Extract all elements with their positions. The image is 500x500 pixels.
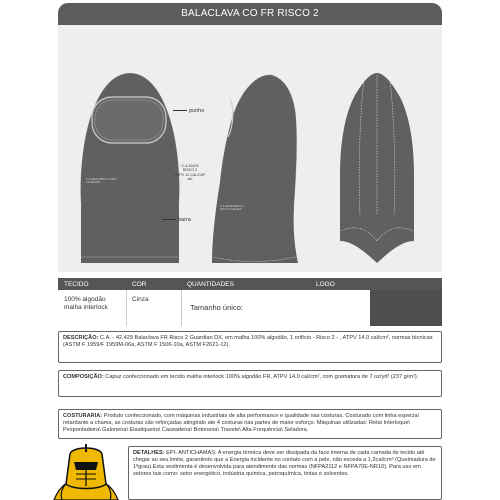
header-cor: COR — [132, 280, 147, 288]
costuraria-box — [58, 409, 442, 439]
balaclava-side-view — [208, 67, 303, 267]
balaclava-front-view — [75, 65, 185, 265]
costuraria-title: COSTURARIA: — [63, 413, 103, 419]
certification-label: C.A.42429 RISCO 2 ATPV 14 CAL/CM² s/b — [175, 164, 205, 182]
composicao-box — [58, 370, 442, 397]
detalhes-box — [128, 446, 442, 500]
side-tag: C.A.42429 RISCO 2 ATPV 14 CAL/CM² — [220, 205, 244, 211]
detalhes-title: DETALHES: — [133, 450, 165, 456]
header-quantidades: QUANTIDADES — [187, 280, 234, 288]
header-logo: LOGO — [316, 280, 335, 288]
cell-quantidades: Tamanho único: — [190, 303, 243, 312]
detalhes-text: EPI- ANTICHAMAS: A energia térmica deve ser dissipada da face interna de cada camada de tecido até chegar ao seu limite, garantindo que a Energia incidente no contato com a pele, não exceda a 1,2cal/cm² (Queimadura de 1ºgrau).Esta vestimenta é desenvolvida para atendimento das normas (NFPA2112 e NFPA70E-NR10). Para uso em setores tais como: setor energético, indústria química, petroquímica, tintas e solventes. — [133, 450, 436, 478]
callout-barra: barra — [162, 218, 191, 224]
product-figure — [58, 25, 442, 272]
costuraria-text: Produto confeccionado, com máquinas industriais de alta performance e qualidade nas costuras. Costurado com linha especial retardante a chama, as costuras são reforçadas atingindo ate 4 costuras nas partes de maior esforço. Máquinas utilizadas: Retai Interloque\ Pespontadeira\ Galoneira\ Elastiqueira\ Caseadeira\ Botoneira\ Travete\ Alta Frequência\ Seladora. — [63, 413, 419, 434]
descricao-title: DESCRIÇÃO: — [63, 335, 99, 341]
spec-table-row — [58, 290, 442, 326]
cell-cor: Cinza — [132, 296, 149, 303]
page-title: BALACLAVA CO FR RISCO 2 — [58, 3, 442, 25]
composicao-text: Capuz confeccionado em tecido malha interlock 100% algodão FR, ATPV 14.0 cal/cm², com gramatura de 7 oz/yd² (237 g/m²). — [105, 374, 419, 380]
composicao-title: COMPOSIÇÃO: — [63, 374, 104, 380]
spec-table-header — [58, 278, 442, 290]
descricao-box — [58, 331, 442, 363]
logo-area — [370, 290, 442, 326]
knight-helmet-mascot-icon — [52, 444, 120, 500]
descricao-text: C.A. - 42.429 Balaclava FR Risco 2 Guardian DX, em malha 100% algodão, 1 orifício - Risco 2 - , ATPV 14.0 cal/cm², normas técnicas (ASTM F 1959/F 1959M-06a, ASTM F 1506-10a, ASTM F2621-12). — [63, 335, 433, 349]
cell-tecido: 100% algodão malha interlock — [64, 296, 108, 311]
callout-punho: punho — [173, 109, 204, 115]
header-tecido: TECIDO — [64, 280, 89, 288]
balaclava-back-view — [336, 65, 418, 265]
front-tag: C.A.42429 RISCO 2 ATPV 14 CAL/CM² — [86, 178, 117, 184]
